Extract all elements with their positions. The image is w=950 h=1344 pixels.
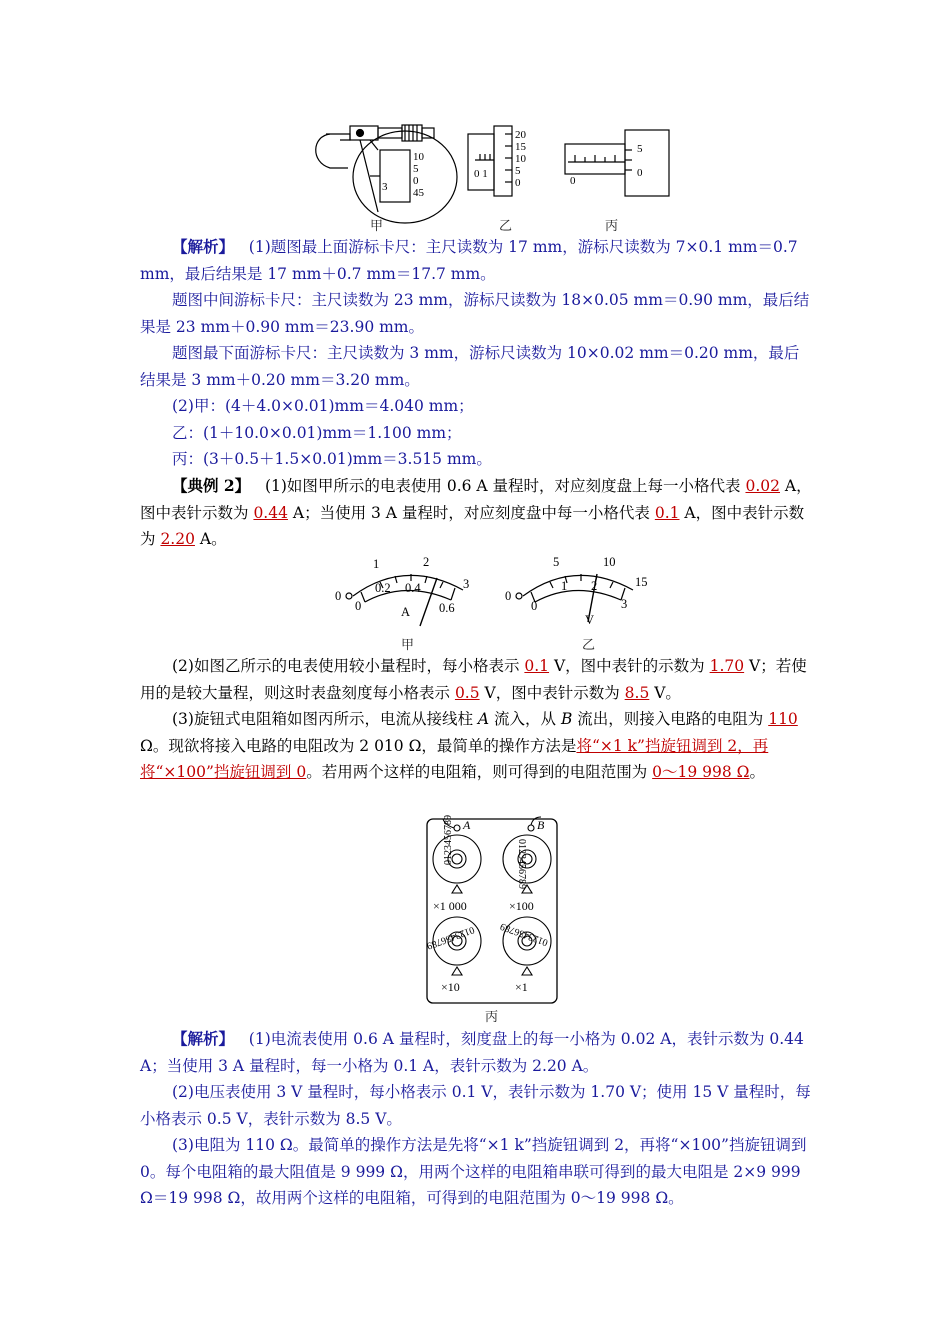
answer-blank: 将“×1 k”挡旋钮调到 2，再将“×100”挡旋钮调到 0 [140,736,769,781]
svg-text:0: 0 [570,175,576,187]
svg-text:0123456789: 0123456789 [516,839,527,889]
micrometer-jia [316,125,457,223]
box-caption: 丙 [485,1010,499,1025]
fig1-caption-yi: 乙 [499,219,513,234]
svg-text:5: 5 [515,165,521,177]
knob-label-x1: ×1 [515,980,528,994]
knob-label-x10: ×10 [441,980,460,994]
knob-label-x100: ×100 [509,899,534,913]
answer-blank: 110 [768,710,798,728]
analysis1-p1: 【解析】 (1)题图最上面游标卡尺：主尺读数为 17 mm，游标尺读数为 7×0.1 mm＝0.7 mm，最后结果是 17 mm＋0.7 mm＝17.7 mm。 [140,237,798,283]
meter-figure [325,548,665,630]
answer-blank: 0.02 [745,477,780,495]
analysis2-tag: 【解析】 [172,1029,235,1048]
example2-q3: (3)旋钮式电阻箱如图丙所示，电流从接线柱 A 流入，从 B 流出，则接入电路的电阻为 110 Ω。现欲将接入电路的电阻改为 2 010 Ω，最简单的操作方法是将“×1 k”挡旋钮调到 2，再将“×100”挡旋钮调到 0。若用两个这样的电阻箱，则可得到的电阻范围为 0～19 998 Ω。 [140,710,798,781]
answer-blank: 0.1 [524,657,550,675]
svg-text:3: 3 [621,597,628,611]
svg-text:10: 10 [515,153,526,165]
example2-q1: 【典例 2】 (1)如图甲所示的电表使用 0.6 A 量程时，对应刻度盘上每一小格代表 0.02 A，图中表针示数为 0.44 A；当使用 3 A 量程时，对应刻度盘中每一小格代表 0.1 A，图中表针示数为 2.20 A。 [140,476,812,548]
meter-caption-jia: 甲 [401,638,415,653]
svg-text:0: 0 [531,599,538,613]
svg-text:5: 5 [553,555,560,569]
resistance-box-figure [423,815,563,1007]
svg-text:15: 15 [635,575,648,589]
knob-x1000 [433,835,481,893]
analysis1-tag: 【解析】 [172,237,235,256]
svg-text:3: 3 [463,577,470,591]
svg-text:0: 0 [335,589,342,603]
svg-text:0: 0 [637,167,643,179]
analysis1-p2: 题图中间游标卡尺：主尺读数为 23 mm，游标尺读数为 18×0.05 mm＝0.90 mm，最后结果是 23 mm＋0.90 mm＝23.90 mm。 [140,291,810,336]
micrometer-bing [565,130,669,196]
meter-jia-labels [335,555,469,619]
svg-text:0.4: 0.4 [405,581,421,595]
meter-yi [516,574,633,622]
svg-text:0: 0 [515,177,521,189]
analysis2-p1: 【解析】 (1)电流表使用 0.6 A 量程时，刻度盘上的每一小格为 0.02 A，表针示数为 0.44 A；当使用 3 A 量程时，每一小格为 0.1 A，表针示数为 2.20 A。 [140,1029,804,1075]
micrometer-yi-scale [474,129,527,189]
answer-blank: 0.44 [253,503,288,522]
example2-q2: (2)如图乙所示的电表使用较小量程时，每小格表示 0.1 V，图中表针的示数为 1.70 V；若使用的是较大量程，则这时表盘刻度每小格表示 0.5 V，图中表针示数为 8.5 V。 [140,657,807,702]
terminal-b: B [537,818,545,832]
svg-text:0 1: 0 1 [474,168,488,180]
example2-tag: 【典例 2】 [172,476,251,495]
svg-text:45: 45 [413,187,424,199]
svg-text:0123456789: 0123456789 [443,815,454,865]
svg-text:0.2: 0.2 [375,581,391,595]
svg-text:20: 20 [515,129,526,141]
svg-text:0123456789: 0123456789 [425,923,476,952]
svg-text:2: 2 [423,555,430,569]
knob-label-x1000: ×1 000 [433,899,467,913]
analysis1-p3: 题图最下面游标卡尺：主尺读数为 3 mm，游标尺读数为 10×0.02 mm＝0.20 mm，最后结果是 3 mm＋0.20 mm＝3.20 mm。 [140,344,800,389]
svg-text:1: 1 [561,579,568,593]
svg-text:2: 2 [591,579,598,593]
micrometer-bing-scale [570,143,643,187]
svg-text:3: 3 [382,181,388,193]
analysis2-p2: (2)电压表使用 3 V 量程时，每小格表示 0.1 V，表针示数为 1.70 V；使用 15 V 量程时，每小格表示 0.5 V，表针示数为 8.5 V。 [140,1083,811,1128]
answer-blank: 0.1 [654,503,680,522]
meter-caption-yi: 乙 [582,638,596,653]
svg-text:0: 0 [413,175,419,187]
svg-text:A: A [401,605,411,619]
answer-blank: 0.5 [454,683,480,702]
answer-blank: 8.5 [624,683,650,702]
svg-text:V: V [585,613,595,627]
svg-text:5: 5 [637,143,643,155]
micrometer-yi [468,126,512,196]
micrometer-figure [300,122,680,232]
answer-blank: 0～19 998 Ω [652,763,750,781]
analysis1-p6: 丙：(3＋0.5＋1.5×0.01)mm＝3.515 mm。 [172,450,492,468]
terminal-a: A [463,818,471,832]
svg-text:0123456789: 0123456789 [498,920,550,948]
svg-text:0: 0 [505,589,512,603]
answer-blank: 2.20 [160,530,195,548]
answer-blank: 1.70 [709,657,745,675]
svg-text:15: 15 [515,141,526,153]
svg-text:0.6: 0.6 [439,601,455,615]
svg-text:10: 10 [603,555,616,569]
analysis1-p5: 乙：(1＋10.0×0.01)mm＝1.100 mm； [172,424,462,442]
analysis2-p3: (3)电阻为 110 Ω。最简单的操作方法是先将“×1 k”挡旋钮调到 2，再将“×100”挡旋钮调到 0。每个电阻箱的最大阻值是 9 999 Ω，用两个这样的电阻箱串联可得到的最大电阻是 2×9 999 Ω＝19 998 Ω，故用两个这样的电阻箱，可得到的电阻范围为 0～19 998 Ω。 [140,1136,807,1207]
fig1-caption-bing: 丙 [605,219,619,234]
fig1-caption-jia: 甲 [370,219,384,234]
svg-text:0: 0 [355,599,362,613]
svg-text:10: 10 [413,151,424,163]
svg-text:5: 5 [413,163,419,175]
micrometer-jia-scale [382,151,425,199]
svg-text:1: 1 [373,557,380,571]
analysis1-p4: (2)甲：(4＋4.0×0.01)mm＝4.040 mm； [172,397,474,415]
